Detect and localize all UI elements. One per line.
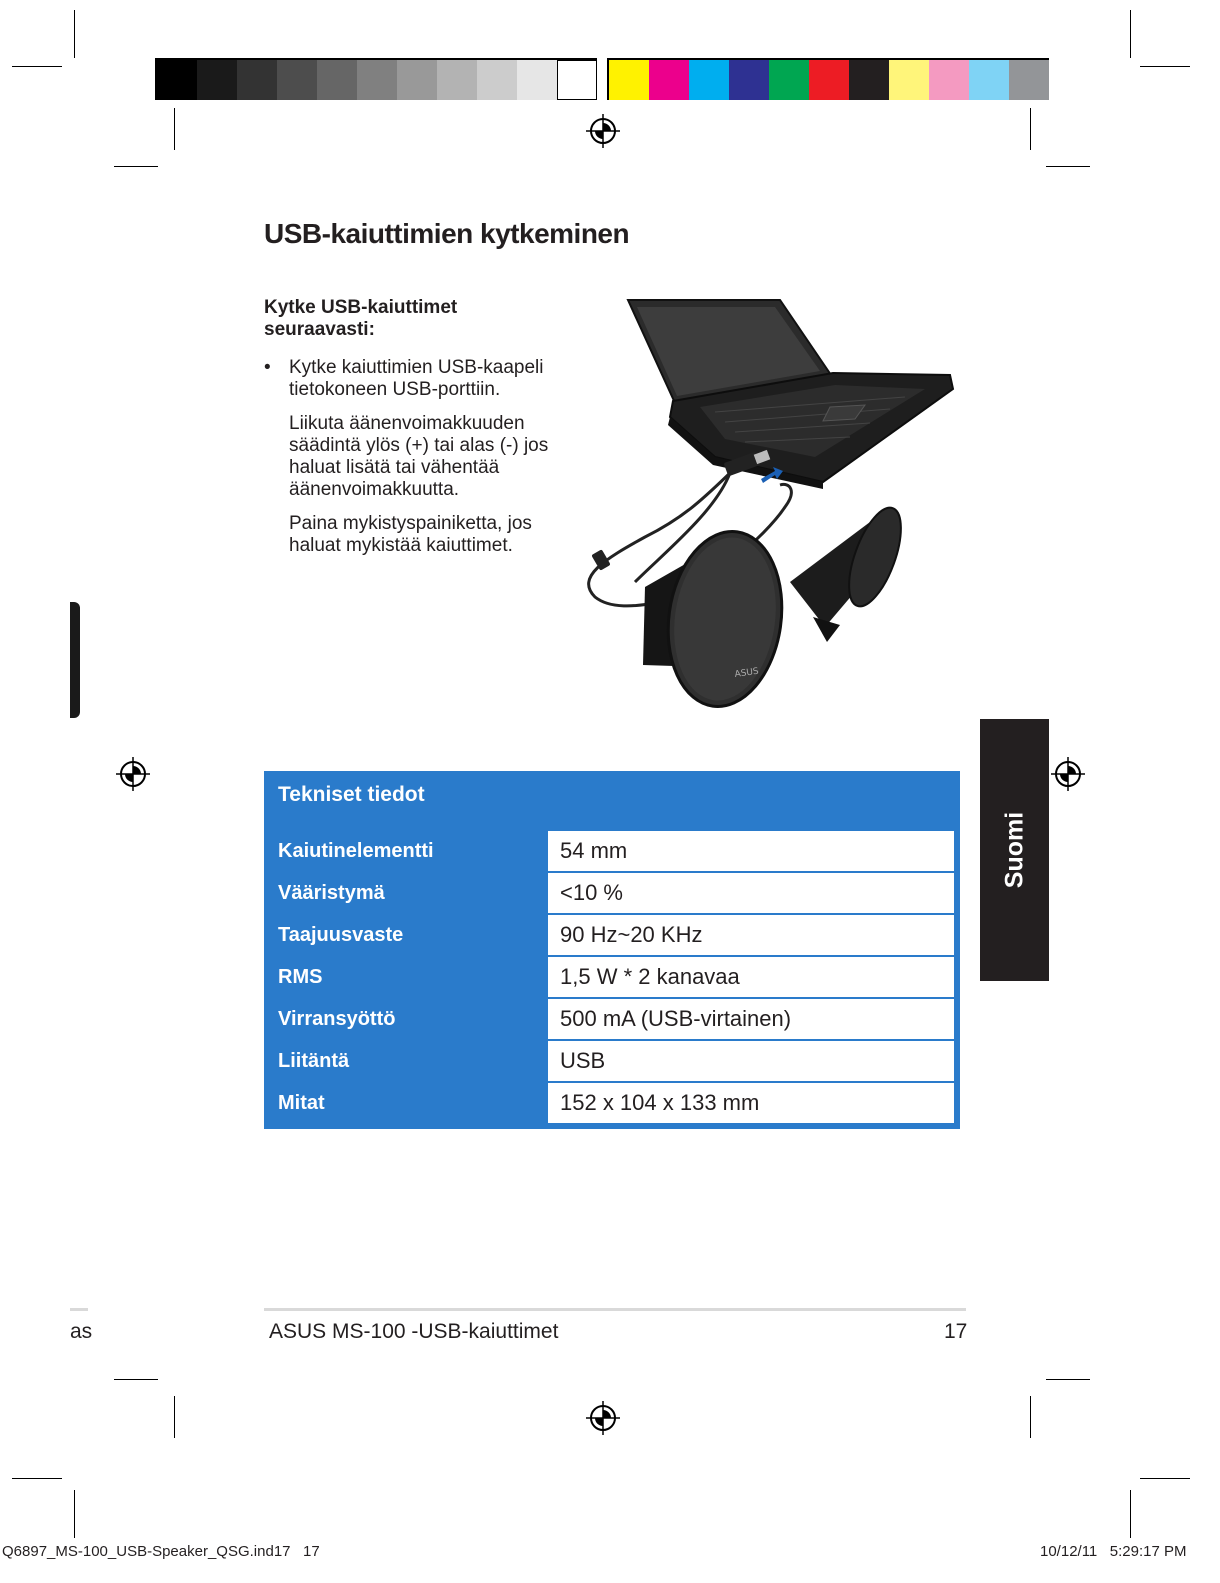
spec-value: 1,5 W * 2 kanavaa [548,957,954,997]
spec-table [264,771,960,1129]
registration-mark-icon [116,757,150,791]
color-swatch [397,60,437,100]
registration-mark-icon [586,1401,620,1435]
spec-value: 54 mm [548,831,954,871]
crop-mark [1030,108,1031,150]
spec-label: RMS [278,966,323,988]
spec-label: Kaiutinelementti [278,840,434,862]
crop-mark [74,10,75,58]
slug-file-info: Q6897_MS-100_USB-Speaker_QSG.ind17 17 [2,1543,320,1560]
crop-mark [1140,66,1190,67]
spec-value: USB [548,1041,954,1081]
color-swatch [729,60,769,100]
color-swatch [969,60,1009,100]
color-swatch [517,60,557,100]
spec-value: <10 % [548,873,954,913]
crop-mark [12,66,62,67]
color-swatch [609,60,649,100]
color-swatch [437,60,477,100]
spec-label: Virransyöttö [278,1008,396,1030]
spec-label: Vääristymä [278,882,385,904]
spec-value: 152 x 104 x 133 mm [548,1083,954,1123]
table-row [264,956,960,998]
step-text: Liikuta äänenvoimakkuuden säädintä ylös (+) tai alas (-) jos haluat lisätä tai vähentää äänenvoimakkuutta. [289,413,549,500]
footer-product-name: ASUS MS-100 -USB-kaiuttimet [269,1320,559,1343]
instructions-heading: Kytke USB-kaiuttimet seuraavasti: [264,297,458,340]
color-swatch [197,60,237,100]
color-swatch [157,60,197,100]
laptop-speaker-illustration [565,297,955,712]
color-swatch [237,60,277,100]
instruction-steps [264,357,554,569]
color-swatch [769,60,809,100]
crop-mark [1046,166,1090,167]
color-swatch [557,60,597,100]
slug-date: 10/12/11 5:29:17 PM [1040,1543,1187,1560]
crop-mark [74,1490,75,1538]
color-swatch [849,60,889,100]
crop-mark [1046,1379,1090,1380]
crop-mark [114,1379,158,1380]
crop-mark [12,1478,62,1479]
color-swatch [689,60,729,100]
color-swatch [477,60,517,100]
crop-mark [174,1396,175,1438]
crop-mark [1130,10,1131,58]
color-swatch [649,60,689,100]
crop-mark [114,166,158,167]
table-row [264,1040,960,1082]
spec-label: Liitäntä [278,1050,350,1072]
spec-label: Mitat [278,1092,325,1114]
step-text: Paina mykistyspainiketta, jos haluat mykistää kaiuttimet. [289,513,532,556]
spec-value: 90 Hz~20 KHz [548,915,954,955]
language-tab [980,719,1049,981]
bleed-edge [70,602,80,718]
table-row [264,1082,960,1124]
color-swatch [889,60,929,100]
page-title: USB-kaiuttimien kytkeminen [264,218,630,249]
spec-label: Taajuusvaste [278,924,404,946]
registration-mark-icon [1051,757,1085,791]
color-swatch [277,60,317,100]
language-tab-label: Suomi [1000,811,1028,889]
crop-mark [174,108,175,150]
spec-table-heading: Tekniset tiedot [278,783,425,806]
crop-mark [1030,1396,1031,1438]
crop-mark [1140,1478,1190,1479]
asus-logo: ASUS [734,666,760,680]
crop-mark [1130,1490,1131,1538]
footer-left-fragment: as [70,1320,93,1343]
color-swatch [809,60,849,100]
table-row [264,998,960,1040]
color-swatch [357,60,397,100]
table-row [264,914,960,956]
footer-rule-left [70,1308,88,1311]
step-text: Kytke kaiuttimien USB-kaapeli tietokoneen USB-porttiin. [289,357,544,400]
table-row [264,830,960,872]
color-swatch [1009,60,1049,100]
color-swatch [929,60,969,100]
bullet-icon: • [264,357,271,378]
color-swatch [317,60,357,100]
table-row [264,872,960,914]
spec-value: 500 mA (USB-virtainen) [548,999,954,1039]
footer-rule [264,1308,966,1311]
registration-mark-icon [586,114,620,148]
page-number: 17 [944,1320,968,1343]
